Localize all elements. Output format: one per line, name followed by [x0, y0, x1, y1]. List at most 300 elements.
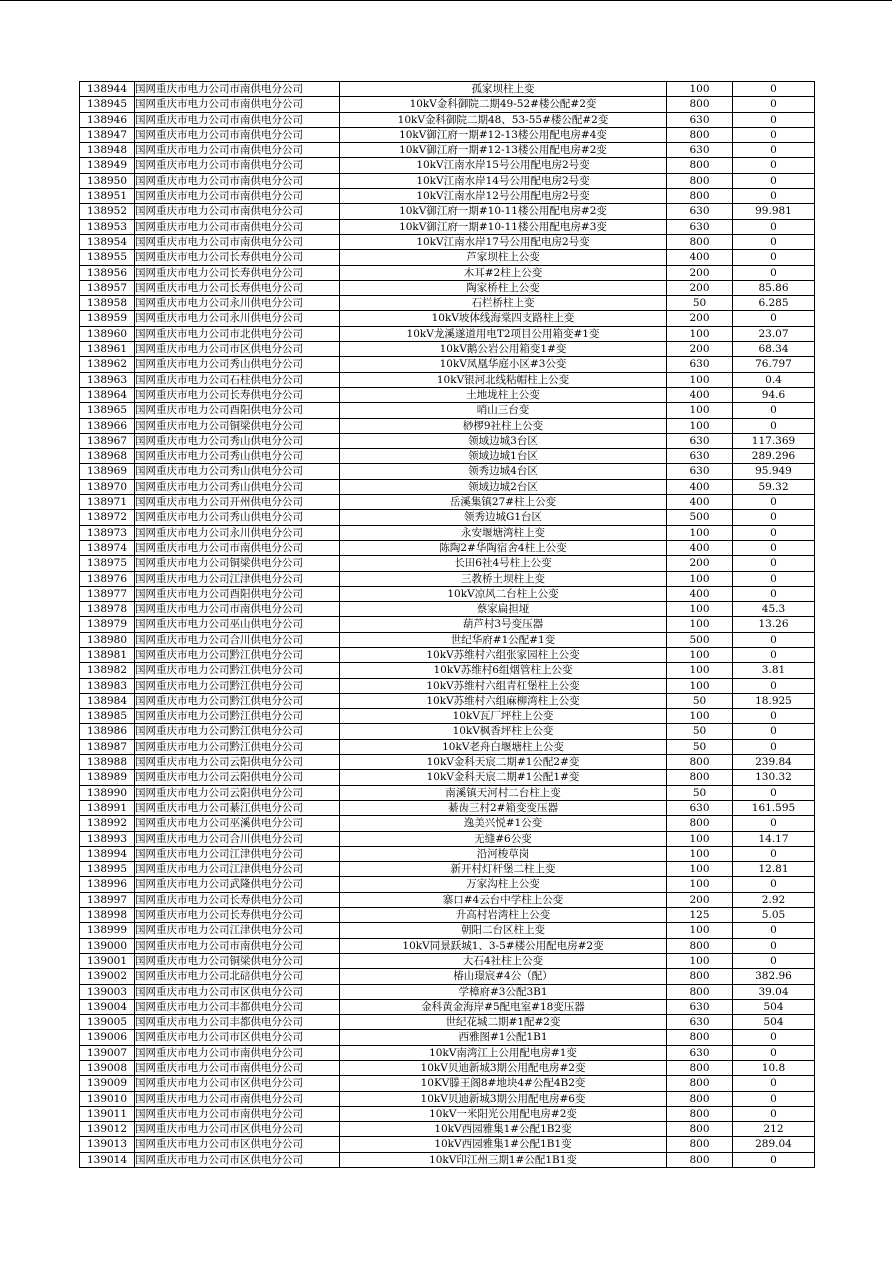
value-cell: 0 [733, 816, 815, 831]
table-row [80, 831, 815, 846]
supply-unit-cell: 国网重庆市电力公司市南供电分公司 [135, 234, 340, 249]
row-id-cell: 138960 [80, 326, 135, 341]
row-id-cell: 138955 [80, 250, 135, 265]
value-cell: 0 [733, 189, 815, 204]
transformer-name-cell: 10kV金科御院二期49-52#楼公配#2变 [340, 97, 667, 112]
table-row [80, 189, 815, 204]
value-cell: 0 [733, 556, 815, 571]
transformer-name-cell: 10kV御江府一期#12-13楼公用配电房#4变 [340, 127, 667, 142]
table-row [80, 1137, 815, 1152]
supply-unit-cell: 国网重庆市电力公司市南供电分公司 [135, 143, 340, 158]
value-cell: 99.981 [733, 204, 815, 219]
capacity-cell: 100 [667, 953, 733, 968]
supply-unit-cell: 国网重庆市电力公司市区供电分公司 [135, 1030, 340, 1045]
value-cell: 0 [733, 785, 815, 800]
row-id-cell: 138958 [80, 296, 135, 311]
table-row [80, 1061, 815, 1076]
table-row [80, 433, 815, 448]
value-cell: 0 [733, 311, 815, 326]
row-id-cell: 139002 [80, 969, 135, 984]
row-id-cell: 139004 [80, 999, 135, 1014]
transformer-name-cell: 10kV江南水岸14号公用配电房2号变 [340, 173, 667, 188]
transformer-name-cell: 领域边城1台区 [340, 449, 667, 464]
value-cell: 0 [733, 158, 815, 173]
value-cell: 76.797 [733, 357, 815, 372]
transformer-name-cell: 10kV鹅公岩公用箱变1#变 [340, 342, 667, 357]
row-id-cell: 138988 [80, 755, 135, 770]
table-row [80, 969, 815, 984]
table-row [80, 479, 815, 494]
row-id-cell: 138986 [80, 724, 135, 739]
capacity-cell: 800 [667, 158, 733, 173]
transformer-name-cell: 陶家桥柱上公变 [340, 280, 667, 295]
transformer-name-cell: 10kV印江州三期1#公配1B1变 [340, 1152, 667, 1167]
table-row [80, 724, 815, 739]
capacity-cell: 100 [667, 877, 733, 892]
supply-unit-cell: 国网重庆市电力公司市南供电分公司 [135, 602, 340, 617]
supply-unit-cell: 国网重庆市电力公司黔江供电分公司 [135, 678, 340, 693]
value-cell: 0 [733, 632, 815, 647]
capacity-cell: 100 [667, 923, 733, 938]
transformer-name-cell: 石栏桥柱上变 [340, 296, 667, 311]
transformer-name-cell: 10kV凉风二台柱上公变 [340, 586, 667, 601]
row-id-cell: 138976 [80, 571, 135, 586]
supply-unit-cell: 国网重庆市电力公司黔江供电分公司 [135, 739, 340, 754]
supply-unit-cell: 国网重庆市电力公司市南供电分公司 [135, 127, 340, 142]
table-row [80, 112, 815, 127]
row-id-cell: 139012 [80, 1122, 135, 1137]
row-id-cell: 139001 [80, 953, 135, 968]
value-cell: 95.949 [733, 464, 815, 479]
capacity-cell: 630 [667, 112, 733, 127]
transformer-name-cell: 世纪花城二期#1配#2变 [340, 1015, 667, 1030]
capacity-cell: 200 [667, 342, 733, 357]
capacity-cell: 200 [667, 280, 733, 295]
row-id-cell: 138997 [80, 892, 135, 907]
row-id-cell: 138953 [80, 219, 135, 234]
supply-unit-cell: 国网重庆市电力公司市南供电分公司 [135, 1091, 340, 1106]
transformer-name-cell: 领秀边城4台区 [340, 464, 667, 479]
supply-unit-cell: 国网重庆市电力公司江津供电分公司 [135, 862, 340, 877]
value-cell: 0 [733, 219, 815, 234]
value-cell: 0 [733, 112, 815, 127]
supply-unit-cell: 国网重庆市电力公司市南供电分公司 [135, 1061, 340, 1076]
capacity-cell: 100 [667, 709, 733, 724]
row-id-cell: 138959 [80, 311, 135, 326]
table-row [80, 1091, 815, 1106]
supply-unit-cell: 国网重庆市电力公司市区供电分公司 [135, 1076, 340, 1091]
transformer-name-cell: 三教桥土坝柱上变 [340, 571, 667, 586]
supply-unit-cell: 国网重庆市电力公司市南供电分公司 [135, 540, 340, 555]
row-id-cell: 138998 [80, 908, 135, 923]
table-row [80, 709, 815, 724]
transformer-name-cell: 綦齿三村2#箱变变压器 [340, 800, 667, 815]
value-cell: 0 [733, 953, 815, 968]
row-id-cell: 138999 [80, 923, 135, 938]
value-cell: 0 [733, 403, 815, 418]
capacity-cell: 100 [667, 403, 733, 418]
table-row [80, 755, 815, 770]
value-cell: 0 [733, 495, 815, 510]
row-id-cell: 138963 [80, 372, 135, 387]
transformer-name-cell: 10kV苏维村六组青杠堡柱上公变 [340, 678, 667, 693]
row-id-cell: 138981 [80, 647, 135, 662]
table-row [80, 663, 815, 678]
value-cell: 161.595 [733, 800, 815, 815]
transformer-name-cell: 土地垅柱上公变 [340, 387, 667, 402]
value-cell: 130.32 [733, 770, 815, 785]
table-row [80, 693, 815, 708]
value-cell: 10.8 [733, 1061, 815, 1076]
transformer-name-cell: 领域边城3台区 [340, 433, 667, 448]
value-cell: 0 [733, 82, 815, 97]
supply-unit-cell: 国网重庆市电力公司市南供电分公司 [135, 189, 340, 204]
capacity-cell: 800 [667, 969, 733, 984]
value-cell: 2.92 [733, 892, 815, 907]
value-cell: 39.04 [733, 984, 815, 999]
value-cell: 0 [733, 265, 815, 280]
transformer-name-cell: 寨口#4云台中学柱上公变 [340, 892, 667, 907]
row-id-cell: 139010 [80, 1091, 135, 1106]
capacity-cell: 400 [667, 387, 733, 402]
row-id-cell: 139008 [80, 1061, 135, 1076]
supply-unit-cell: 国网重庆市电力公司云阳供电分公司 [135, 755, 340, 770]
table-row [80, 219, 815, 234]
supply-unit-cell: 国网重庆市电力公司黔江供电分公司 [135, 724, 340, 739]
row-id-cell: 138969 [80, 464, 135, 479]
value-cell: 0 [733, 571, 815, 586]
table-row [80, 418, 815, 433]
capacity-cell: 50 [667, 724, 733, 739]
capacity-cell: 500 [667, 632, 733, 647]
table-row [80, 923, 815, 938]
table-row [80, 602, 815, 617]
value-cell: 0 [733, 724, 815, 739]
value-cell: 504 [733, 1015, 815, 1030]
row-id-cell: 138947 [80, 127, 135, 142]
capacity-cell: 50 [667, 296, 733, 311]
value-cell: 18.925 [733, 693, 815, 708]
supply-unit-cell: 国网重庆市电力公司长寿供电分公司 [135, 280, 340, 295]
table-row [80, 403, 815, 418]
row-id-cell: 139014 [80, 1152, 135, 1167]
transformer-name-cell: 10kV银河北线粘帽柱上公变 [340, 372, 667, 387]
transformer-name-cell: 10kV苏维村六组张家园柱上公变 [340, 647, 667, 662]
value-cell: 14.17 [733, 831, 815, 846]
capacity-cell: 50 [667, 693, 733, 708]
capacity-cell: 100 [667, 862, 733, 877]
row-id-cell: 138983 [80, 678, 135, 693]
value-cell: 289.04 [733, 1137, 815, 1152]
row-id-cell: 138946 [80, 112, 135, 127]
capacity-cell: 630 [667, 143, 733, 158]
capacity-cell: 800 [667, 1152, 733, 1167]
transformer-name-cell: 蔡家扁担垭 [340, 602, 667, 617]
value-cell: 0 [733, 678, 815, 693]
supply-unit-cell: 国网重庆市电力公司市南供电分公司 [135, 112, 340, 127]
supply-unit-cell: 国网重庆市电力公司黔江供电分公司 [135, 709, 340, 724]
transformer-name-cell: 学樟府#3公配3B1 [340, 984, 667, 999]
value-cell: 0 [733, 1106, 815, 1121]
capacity-cell: 630 [667, 204, 733, 219]
table-row [80, 892, 815, 907]
value-cell: 0 [733, 234, 815, 249]
capacity-cell: 400 [667, 250, 733, 265]
capacity-cell: 800 [667, 1030, 733, 1045]
row-id-cell: 138984 [80, 693, 135, 708]
supply-unit-cell: 国网重庆市电力公司市区供电分公司 [135, 342, 340, 357]
table-row [80, 800, 815, 815]
table-row [80, 97, 815, 112]
value-cell: 45.3 [733, 602, 815, 617]
capacity-cell: 800 [667, 97, 733, 112]
supply-unit-cell: 国网重庆市电力公司丰都供电分公司 [135, 999, 340, 1014]
table-row [80, 296, 815, 311]
transformer-name-cell: 逸美兴悦#1公变 [340, 816, 667, 831]
row-id-cell: 139006 [80, 1030, 135, 1045]
capacity-cell: 100 [667, 602, 733, 617]
row-id-cell: 138956 [80, 265, 135, 280]
table-row [80, 525, 815, 540]
capacity-cell: 50 [667, 739, 733, 754]
value-cell: 0 [733, 938, 815, 953]
transformer-name-cell: 10KV滕王阁8#地块4#公配4B2变 [340, 1076, 667, 1091]
table-row [80, 280, 815, 295]
supply-unit-cell: 国网重庆市电力公司酉阳供电分公司 [135, 586, 340, 601]
capacity-cell: 630 [667, 219, 733, 234]
capacity-cell: 800 [667, 1122, 733, 1137]
row-id-cell: 138974 [80, 540, 135, 555]
transformer-name-cell: 10kV御江府一期#12-13楼公用配电房#2变 [340, 143, 667, 158]
table-row [80, 372, 815, 387]
value-cell: 0 [733, 1045, 815, 1060]
value-cell: 0 [733, 173, 815, 188]
transformer-name-cell: 孤家坝柱上变 [340, 82, 667, 97]
supply-unit-cell: 国网重庆市电力公司云阳供电分公司 [135, 770, 340, 785]
value-cell: 59.32 [733, 479, 815, 494]
transformer-name-cell: 10kV御江府一期#10-11楼公用配电房#2变 [340, 204, 667, 219]
value-cell: 0 [733, 97, 815, 112]
table-row [80, 1106, 815, 1121]
capacity-cell: 800 [667, 755, 733, 770]
row-id-cell: 138948 [80, 143, 135, 158]
supply-unit-cell: 国网重庆市电力公司市南供电分公司 [135, 158, 340, 173]
transformer-name-cell: 10kV金科天宸二期#1公配1#变 [340, 770, 667, 785]
value-cell: 0 [733, 127, 815, 142]
row-id-cell: 138949 [80, 158, 135, 173]
capacity-cell: 100 [667, 525, 733, 540]
value-cell: 13.26 [733, 617, 815, 632]
capacity-cell: 100 [667, 571, 733, 586]
supply-unit-cell: 国网重庆市电力公司市南供电分公司 [135, 82, 340, 97]
transformer-name-cell: 领域边城2台区 [340, 479, 667, 494]
row-id-cell: 139005 [80, 1015, 135, 1030]
row-id-cell: 138951 [80, 189, 135, 204]
value-cell: 504 [733, 999, 815, 1014]
capacity-cell: 100 [667, 647, 733, 662]
row-id-cell: 138952 [80, 204, 135, 219]
table-row [80, 984, 815, 999]
value-cell: 5.05 [733, 908, 815, 923]
capacity-cell: 100 [667, 617, 733, 632]
transformer-name-cell: 陈陶2#华陶宿舍4柱上公变 [340, 540, 667, 555]
page-top-rule [0, 0, 892, 1]
row-id-cell: 138954 [80, 234, 135, 249]
transformer-name-cell: 新开村灯杆堡二柱上变 [340, 862, 667, 877]
transformer-name-cell: 10kV苏维村六组麻柳湾柱上公变 [340, 693, 667, 708]
transformer-name-cell: 10kV老舟白堰塘柱上公变 [340, 739, 667, 754]
transformer-name-cell: 10kV金科御院二期48、53-55#楼公配#2变 [340, 112, 667, 127]
table-row [80, 82, 815, 97]
supply-unit-cell: 国网重庆市电力公司市区供电分公司 [135, 1137, 340, 1152]
row-id-cell: 138990 [80, 785, 135, 800]
transformer-name-cell: 10kV龙溪遂道用电T2项目公用箱变#1变 [340, 326, 667, 341]
row-id-cell: 138964 [80, 387, 135, 402]
value-cell: 0 [733, 739, 815, 754]
capacity-cell: 125 [667, 908, 733, 923]
transformer-name-cell: 10kV金科天宸二期#1公配2#变 [340, 755, 667, 770]
supply-unit-cell: 国网重庆市电力公司市南供电分公司 [135, 938, 340, 953]
supply-unit-cell: 国网重庆市电力公司江津供电分公司 [135, 846, 340, 861]
table-row [80, 387, 815, 402]
capacity-cell: 400 [667, 495, 733, 510]
transformer-name-cell: 10kV江南水岸12号公用配电房2号变 [340, 189, 667, 204]
capacity-cell: 630 [667, 800, 733, 815]
table-row [80, 862, 815, 877]
row-id-cell: 138944 [80, 82, 135, 97]
transformer-name-cell: 木耳#2柱上公变 [340, 265, 667, 280]
supply-unit-cell: 国网重庆市电力公司铜梁供电分公司 [135, 953, 340, 968]
value-cell: 23.07 [733, 326, 815, 341]
supply-unit-cell: 国网重庆市电力公司铜梁供电分公司 [135, 418, 340, 433]
capacity-cell: 800 [667, 984, 733, 999]
supply-unit-cell: 国网重庆市电力公司黔江供电分公司 [135, 647, 340, 662]
capacity-cell: 800 [667, 234, 733, 249]
supply-unit-cell: 国网重庆市电力公司秀山供电分公司 [135, 479, 340, 494]
transformer-name-cell: 10kV贝迪新城3期公用配电房#2变 [340, 1061, 667, 1076]
supply-unit-cell: 国网重庆市电力公司长寿供电分公司 [135, 265, 340, 280]
value-cell: 12.81 [733, 862, 815, 877]
capacity-cell: 800 [667, 127, 733, 142]
row-id-cell: 139000 [80, 938, 135, 953]
transformer-name-cell: 无缝#6公变 [340, 831, 667, 846]
table-row [80, 1076, 815, 1091]
row-id-cell: 138972 [80, 510, 135, 525]
supply-unit-cell: 国网重庆市电力公司江津供电分公司 [135, 923, 340, 938]
capacity-cell: 400 [667, 479, 733, 494]
transformer-name-cell: 大石4社柱上公变 [340, 953, 667, 968]
supply-unit-cell: 国网重庆市电力公司市南供电分公司 [135, 204, 340, 219]
row-id-cell: 138962 [80, 357, 135, 372]
table-row [80, 908, 815, 923]
row-id-cell: 138992 [80, 816, 135, 831]
row-id-cell: 138973 [80, 525, 135, 540]
capacity-cell: 200 [667, 311, 733, 326]
table-row [80, 234, 815, 249]
table-row [80, 617, 815, 632]
table-row [80, 1015, 815, 1030]
supply-unit-cell: 国网重庆市电力公司北碚供电分公司 [135, 969, 340, 984]
value-cell: 117.369 [733, 433, 815, 448]
capacity-cell: 400 [667, 540, 733, 555]
table-row [80, 173, 815, 188]
transformer-name-cell: 长田6社4号柱上公变 [340, 556, 667, 571]
table-row [80, 1045, 815, 1060]
value-cell: 68.34 [733, 342, 815, 357]
table-row [80, 632, 815, 647]
row-id-cell: 138987 [80, 739, 135, 754]
table-row [80, 540, 815, 555]
row-id-cell: 139011 [80, 1106, 135, 1121]
capacity-cell: 100 [667, 831, 733, 846]
capacity-cell: 630 [667, 449, 733, 464]
capacity-cell: 630 [667, 357, 733, 372]
supply-unit-cell: 国网重庆市电力公司江津供电分公司 [135, 571, 340, 586]
transformer-name-cell: 10kV苏维村6组烟管柱上公变 [340, 663, 667, 678]
row-id-cell: 138957 [80, 280, 135, 295]
value-cell: 289.296 [733, 449, 815, 464]
table-row [80, 127, 815, 142]
supply-unit-cell: 国网重庆市电力公司合川供电分公司 [135, 632, 340, 647]
row-id-cell: 138965 [80, 403, 135, 418]
table-row [80, 311, 815, 326]
transformer-name-cell: 芦家坝柱上公变 [340, 250, 667, 265]
transformer-name-cell: 南溪镇天河村二台柱上变 [340, 785, 667, 800]
capacity-cell: 100 [667, 846, 733, 861]
transformer-name-cell: 西雅图#1公配1B1 [340, 1030, 667, 1045]
supply-unit-cell: 国网重庆市电力公司市南供电分公司 [135, 1106, 340, 1121]
row-id-cell: 138995 [80, 862, 135, 877]
row-id-cell: 138980 [80, 632, 135, 647]
supply-unit-cell: 国网重庆市电力公司合川供电分公司 [135, 831, 340, 846]
capacity-cell: 800 [667, 189, 733, 204]
row-id-cell: 138945 [80, 97, 135, 112]
table-row [80, 938, 815, 953]
table-row [80, 204, 815, 219]
value-cell: 0 [733, 540, 815, 555]
supply-unit-cell: 国网重庆市电力公司市南供电分公司 [135, 97, 340, 112]
supply-unit-cell: 国网重庆市电力公司秀山供电分公司 [135, 357, 340, 372]
table-row [80, 877, 815, 892]
capacity-cell: 630 [667, 1015, 733, 1030]
capacity-cell: 630 [667, 1045, 733, 1060]
table-row [80, 1152, 815, 1167]
value-cell: 0 [733, 418, 815, 433]
transformer-name-cell: 10kV同景跃城1、3-5#楼公用配电房#2变 [340, 938, 667, 953]
value-cell: 0 [733, 877, 815, 892]
supply-unit-cell: 国网重庆市电力公司云阳供电分公司 [135, 785, 340, 800]
transformer-name-cell: 10kV瓦厂坪柱上公变 [340, 709, 667, 724]
table-row [80, 953, 815, 968]
capacity-cell: 800 [667, 173, 733, 188]
value-cell: 0 [733, 1152, 815, 1167]
row-id-cell: 138979 [80, 617, 135, 632]
transformer-name-cell: 10kV南湾江上公用配电房#1变 [340, 1045, 667, 1060]
value-cell: 0 [733, 510, 815, 525]
row-id-cell: 138994 [80, 846, 135, 861]
value-cell: 85.86 [733, 280, 815, 295]
capacity-cell: 800 [667, 770, 733, 785]
row-id-cell: 138961 [80, 342, 135, 357]
capacity-cell: 100 [667, 372, 733, 387]
table-row [80, 265, 815, 280]
value-cell: 3.81 [733, 663, 815, 678]
capacity-cell: 100 [667, 326, 733, 341]
value-cell: 0 [733, 846, 815, 861]
table-row [80, 571, 815, 586]
supply-unit-cell: 国网重庆市电力公司铜梁供电分公司 [135, 556, 340, 571]
value-cell: 239.84 [733, 755, 815, 770]
